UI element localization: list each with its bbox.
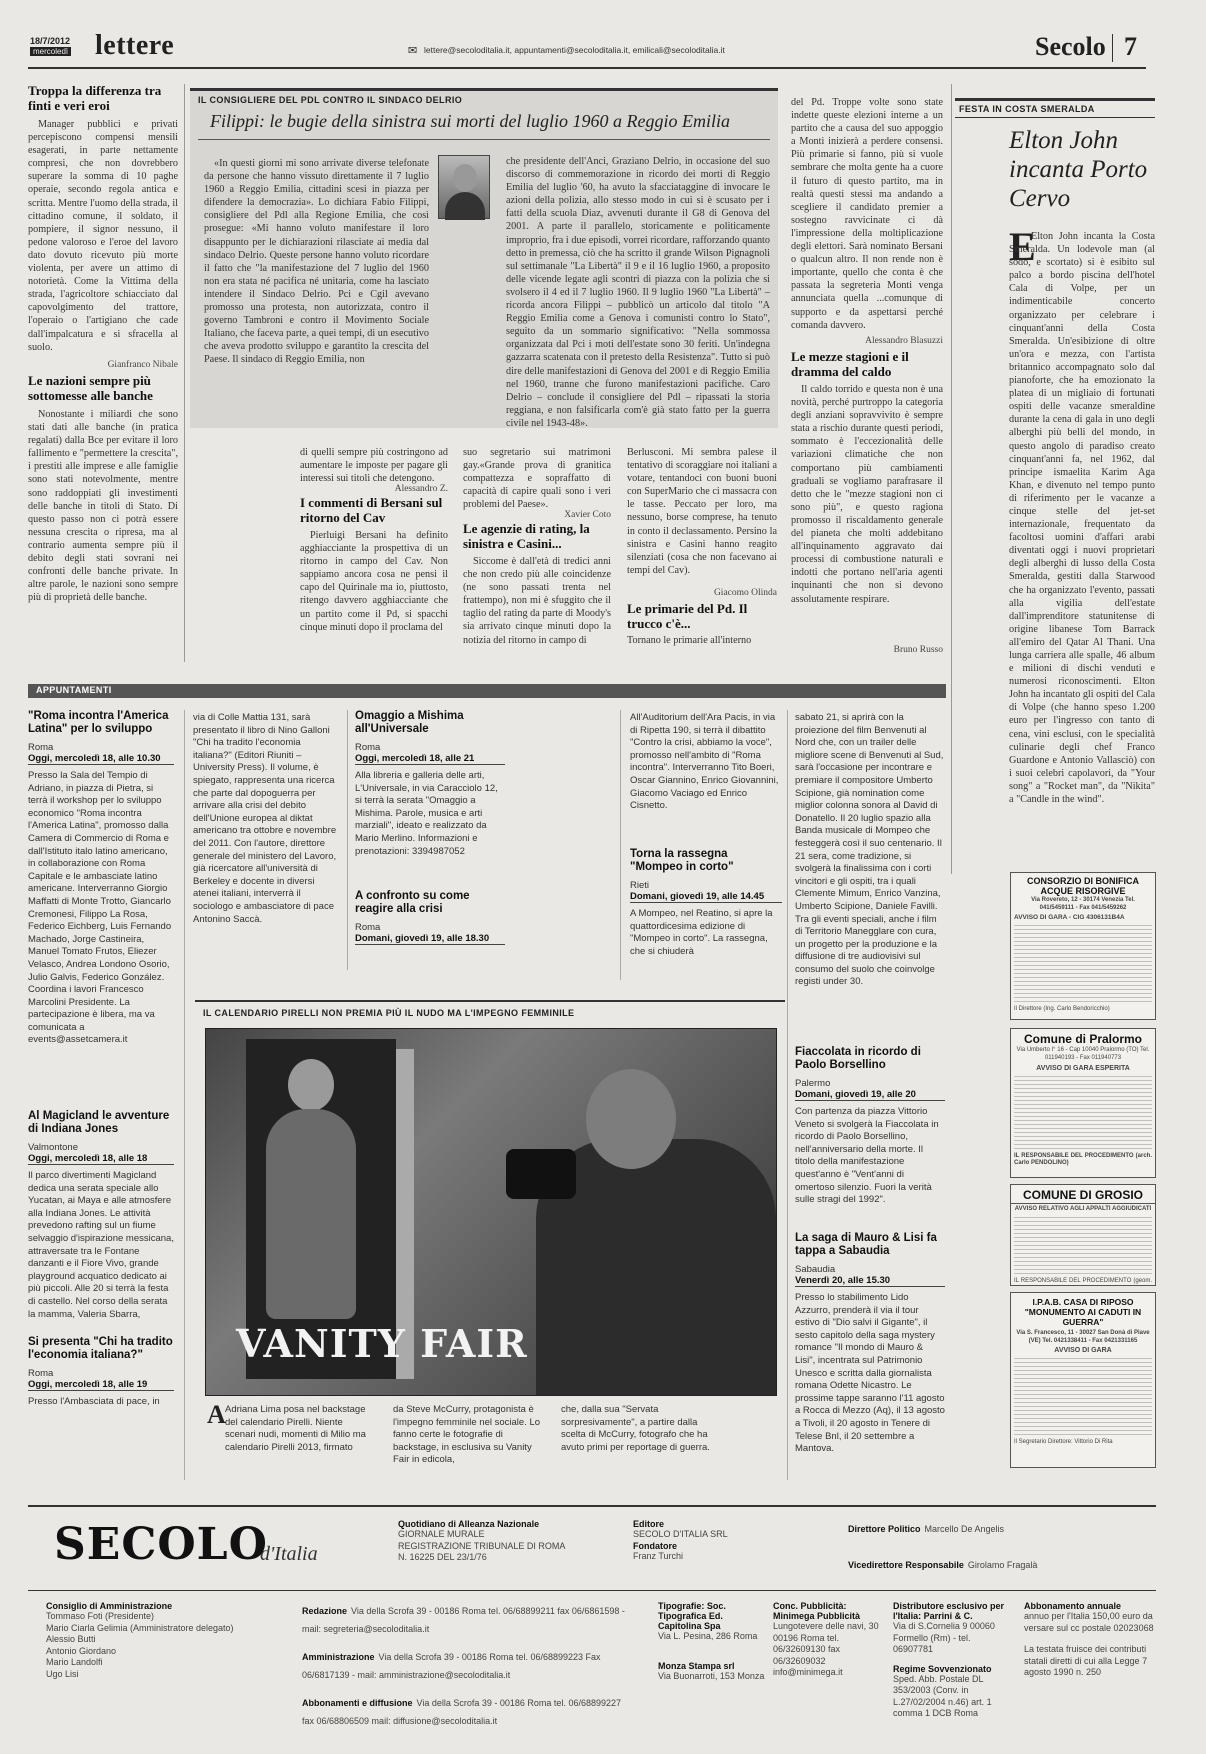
letter-headline: Le agenzie di rating, la sinistra e Casini... (463, 521, 590, 551)
right-letters: del Pd. Troppe volte sono state indette queste elezioni interne a un partito che a causa del suo appoggio a Monti inizierà a perdere consensi. Più primarie si fanno, più si vuole sembrare che molta gente ha a cuore il futuro di questo partito, ma in realtà questi stessi ma andando a scegliere il candidato premier a sostegno ravvicinate ci dà l'impressione della moltiplicazione degli elettori. Sarà nominato Bersani o qualcun altro. Il non rende non è importante, quello che conta è che passata la segreteria Monti venga annunciata quella ...comunque di supporto e da aspettarsi perché comanda davvero. Alessandro Blasuzzi Le mezze stagioni e il dramma del caldo Il caldo torrido e questa non è una novità, perché purtroppo la categoria degli anziani sopravvivito è sempre stata a rischio durante questi periodi, sommato è l'eccezionalità delle variazioni climatiche che non comportano più cambiamenti graduali se vogliamo parafrasare il detto che le "mezze stagioni non ci sono più", e questo ragiona promosso il riscaldamento generale del pianeta che molti addebitano all'inquinamento aggravato dai processi di combustione naturali e indotti che portano nell'aria agenti inquinanti che non si devono assolutamente respirare. Bruno Russo (791, 97, 943, 655)
event-title: Omaggio a Mishima all'Universale (355, 710, 464, 735)
caption-dropcap: A (207, 1400, 226, 1429)
page-number: 7 (1124, 32, 1137, 61)
event-title: Si presenta "Chi ha tradito l'economia italiana?" (28, 1336, 173, 1361)
header-weekday: mercoledì (30, 47, 71, 56)
elton-article (955, 98, 1155, 868)
event-date: Oggi, mercoledì 18, alle 10.30 (28, 753, 174, 765)
letter-headline: Troppa la differenza tra finti e veri eroi (28, 83, 162, 113)
letter-body: Manager pubblici e privati percepiscono compensi mensili esagerati, in parte nettamente compresi, che non dovrebbero superare la somma di 10 paghe operaie, secondo regola antica e scritta. Mentre l'uomo della strada, il cittadino comune, il soldato, il pompiere, il signor nessuno, il pedone valoroso e l'eroe del lavoro dato dovuto ricevuto più morte violenta, per avere un attimo di notorietà. Come la Vittima della strada, l'agricoltore schiacciato dal capovolgimento del trattore, l'operaio o l'artigiano che cade dall'impalcatura e si sfracella al suolo. (28, 119, 178, 353)
letter-headline: Le mezze stagioni e il dramma del caldo (791, 349, 909, 379)
event-date: Oggi, mercoledì 18, alle 18 (28, 1153, 174, 1165)
feature-title: Filippi: le bugie della sinistra sui morti del luglio 1960 a Reggio Emilia (210, 111, 730, 131)
letter-signature: Giacomo Olinda (713, 588, 777, 598)
vanity-fair-logo: VANITY FAIR (236, 1321, 528, 1366)
secolo-logo: SECOLO (54, 1519, 268, 1570)
letter-signature: Xavier Coto (564, 510, 611, 520)
pirelli-caption-1: Adriana Lima posa nel backstage del calendario Pirelli. Niente scenari nudi, momenti di Milio ma calendario Pirelli 2013, firmato (225, 1404, 366, 1453)
pirelli-kicker: IL CALENDARIO PIRELLI NON PREMIA PIÙ IL NUDO MA L'IMPEGNO FEMMINILE (203, 1008, 575, 1018)
ad-consorzio: CONSORZIO DI BONIFICA ACQUE RISORGIVE Via Rovereto, 12 - 30174 Venezia Tel. 041/5459111 - Fax 041/5459262 AVVISO DI GARA - CIG 4306131B4A Il Direttore (Ing. Carlo Bendoricchio) (1010, 872, 1156, 1020)
feature-portrait (438, 155, 490, 219)
event-title: Torna la rassegna "Mompeo in corto" (630, 848, 734, 873)
letter-body: Nonostante i miliardi che sono stati dati alle banche (in pratica regalati) dalla Bce per evitare il loro fallimento e "permettere la crescita", i prestiti alle imprese e alle famiglie sono stati notevolmente, mentre sono raddoppiati gli investimenti delle banche in titoli di Stato. Di questo passo non ci potrà essere nessuna crescita o ripresa, ma al contrario aumenta sempre più il debito degli stati sovrani nei confronti delle banche private. In altre parole, le nazioni sono sempre più di proprietà delle banche. (28, 409, 178, 604)
pirelli-photo (205, 1028, 777, 1396)
feature-col2: che presidente dell'Anci, Graziano Delrio, in occasione del suo discorso di commemorazione in ricordo dei morti di Reggio Emilia del luglio '60, ha avuto la sfacciataggine di invocare le azioni della polizia, allo stesso modo in cui si è scusato per i fatti della scuola Diaz, avvenuti durante il G8 di Genova del 2001. A parte il parallelo, storicamente e politicamente improprio, fra i due episodi, vorrei ricordare, rafforzando quanto detto in premessa, ciò che ha scritto il grande Wilson Pignagnoli sul settimanale "La Libertà" il 9 e il 16 luglio 1960, a proposito delle vicende legate agli scontri di piazza con la polizia che si svolsero il 4 ed il 7 luglio 1960. Il 9 luglio 1960 "La Libertà" – ricorda ancora Filippi – pubblicò un articolo dal titolo "A Reggio Emilia come a Genova i comunisti contro lo Stato", seguito da un sommario significativo: "Nella sommossa organizzata dal Pci i moti dell'estate sono 30 feriti. Un'indegna gazzarra scatenata con il pretesto della Resistenza". Tutto si può dire delle manifestazioni di Genova del 2001 e di Reggio Emilia nel 1960, tranne che furono manifestazioni pacifiche. Caro Delrio – conclude il consigliere del Pdl – ripassati la storia reggiana, e non falsificarla com'è già stato fatto per la guerra civile nel 1943-48». (506, 156, 770, 427)
ad-grosio: COMUNE DI GROSIO AVVISO RELATIVO AGLI APPALTI AGGIUDICATI IL RESPONSABILE DEL PROCEDIMENTO (geom. (1010, 1184, 1156, 1286)
elton-kicker: FESTA IN COSTA SMERALDA (959, 104, 1095, 114)
left-letters (28, 84, 178, 662)
feature-kicker: IL CONSIGLIERE DEL PDL CONTRO IL SINDACO DELRIO (198, 95, 463, 105)
appuntamenti-col4: All'Auditorium dell'Ara Pacis, in via di Ripetta 190, si terrà il dibattito "Contro la crisi, abbiamo la voce", promosso nell'ambito di "Roma incontra". Interverranno Tito Boeri, Oscar Giannino, Enrico Giovannini, Giacomo Vaciago ed Enrico Cisnetto. Torna la rassegna "Mompeo in corto" Rieti Domani, giovedì 19, alle 14.45 A Mompeo, nel Reatino, si apre la quattordicesima edizione di "Mompeo in corto". La rassegna, che si chiuderà (630, 712, 782, 980)
letter-headline: Le primarie del Pd. Il trucco c'è... (627, 601, 748, 631)
event-title: A confronto su come reagire alla crisi (355, 890, 470, 915)
appuntamenti-col5: sabato 21, si aprirà con la proiezione del film Benvenuti al Nord che, con un trailer delle migliore scene di Benvenuti al Sud, sarà l'occasione per incontrare e premiare il compositore Umberto Scipione, già nomination come miglior colonna sonora al David di Donatello. Il 20 luglio spazio alla Banda musicale di Mompeo che festeggerà così il suo centenario. Il 21 sera, come tradizione, si svolgerà la finalissima con i corti vincitori e gli ospiti, tra i quali Clemente Mimum, Enrico Vanzina, Umberto Scipione, Daniele Favilli. Tra gli eventi speciali, anche i film di Territorio Manegglare con cura, un progetto per la produzione e la diffusione di tre audiovisivi sul consumo del suolo che coinvolge registi under 30. Fiaccolata in ricordo di Paolo Borsellino Palermo Domani, giovedì 19, alle 20 Con partenza da piazza Vittorio Veneto si svolgerà la Fiaccolata in ricordo di Paolo Borsellino, nell'anniversario della morte. Il titolo della manifestazione quest'anno è "Vent'anni di omertoso silenzio. Fuori la verità sulle stragi del 1992". La saga di Mauro & Lisi fa tappa a Sabaudia Sabaudia Venerdì 20, alle 15.30 Presso lo stabilimento Lido Azzurro, prenderà il via il tour estivo di "Dio salvi il Gigante", il sesto capitolo della saga mystery romance "Il mondo di Mauro & Lisi", incentrata sul Patrimonio Unesco e scritta dalla giornalista romana Odette Nicastro. Le prossime tappe saranno l'11 agosto a Rocca di Mezzo (Aq), il 13 agosto a Tivoli, il 20 agosto in Tenere di Telese Bnl, il 20 settembre a Mantova. (795, 712, 945, 1455)
appuntamenti-bar: APPUNTAMENTI (28, 684, 946, 698)
appuntamenti-col3: Omaggio a Mishima all'Universale Roma Oggi, mercoledì 18, alle 21 Alla libreria e galleria delle arti, L'Universale, in via Caracciolo 12, si terrà la serata "Omaggio a Mishima. Parole, musica e arti marziali", ideato e realizzato da Mario Merlino. Informazioni e prenotazioni: 3394987052 A confronto su come reagire alla crisi Roma Domani, giovedì 19, alle 18.30 (355, 710, 505, 970)
pirelli-section (195, 1000, 785, 1480)
pirelli-caption-3: che, dalla sua "Servata sorpresivamente", a partire dalla scelta di McCurry, fotografo che ha avuto primi per reportage di guerra. (561, 1404, 710, 1453)
ad-pralormo: Comune di Pralormo Via Umberto I° 16 - Cap 10040 Pralormo (TO) Tel. 011940193 - Fax 011940773 AVVISO DI GARA ESPERITA IL RESPONSABILE DEL PROCEDIMENTO (arch. Carlo PENDOLINO) (1010, 1028, 1156, 1178)
mid-letters-3: Berlusconi. Mi sembra palese il tentativo di scoraggiare noi italiani a votare, tentandoci con buoni buoni con SuperMario che ci massacra con le tasse. Peccato per loro, ma nessuno, borse comprese, ha tenuto in conto il declassamento. Persino la sinistra e Casini hanno reagito silenziati (cosa che non facevano ai tempi del Cav). Giacomo Olinda Le primarie del Pd. Il trucco c'è... Tornano le primarie all'interno (627, 447, 777, 646)
header-date: 18/7/2012 (30, 36, 71, 46)
feature-box (190, 88, 778, 428)
masthead-footer: SECOLO d'Italia Quotidiano di Alleanza Nazionale GIORNALE MURALE REGISTRAZIONE TRIBUNALE DI ROMA N. 16225 DEL 23/1/76 Editore SECOLO D'ITALIA SRL Fondatore Franz Turchi Direttore Politico Marcello De Angelis Vicedirettore Responsabile Girolamo Fragalà Consiglio di Amministrazione Tommaso Foti (Presidente) Mario Ciarla Gelimia (Amministratore delegato) Alessio Butti Antonio Giordano Mario Landolfi Ugo Lisi Redazione Via della Scrofa 39 - 00186 Roma tel. 06/68899211 fax 06/6861598 - mail: segreteria@secoloditalia.it Amministrazione Via della Scrofa 39 - 00186 Roma tel. 06/68899223 Fax 06/6817139 - mail: amministrazione@secoloditalia.it Abbonamenti e diffusione Via della Scrofa 39 - 00186 Roma tel. 06/68899227 fax 06/68806509 mail: diffusione@secoloditalia.it Tipografie: Soc. Tipografica Ed. Capitolina Spa Via L. Pesina, 286 Roma Monza Stampa srl Via Buonarroti, 153 Monza Conc. Pubblicità: Minimega Pubblicità Lungotevere delle navi, 30 00196 Roma tel. 06/32609130 fax 06/32609032 info@minimega.it Distributore esclusivo per l'Italia: Parrini & C. Via di S.Cornelia 9 00060 Formello (Rm) - tel. 06907781 Regime Sovvenzionato Sped. Abb. Postale DL 353/2003 (Conv. in L.27/02/2004 n.46) art. 1 comma 1 DCB Roma Abbonamento annuale annuo per l'Italia 150,00 euro da versare sul cc postale 02023068 La testata fruisce dei contributi statali diretti di cui alla Legge 7 agosto 1990 n. 250 (28, 1505, 1156, 1735)
letter-body: Pierluigi Bersani ha definito agghiacciante la prospettiva di un ritorno in campo del Cav. Non sappiamo ancora cosa ne pensi il capo del Quirinale ma io, piuttosto, ritengo davvero agghiacciante che un partito come il Pd, si spacchi cinque minuti dopo il proclama del (300, 530, 448, 633)
header-email-icon: ✉ (408, 45, 418, 57)
letter-signature: Alessandro Blasuzzi (865, 336, 943, 346)
letter-signature: Alessandro Z. (394, 484, 448, 494)
header-emails[interactable]: lettere@secoloditalia.it, appuntamenti@secoloditalia.it, emilicali@secoloditalia.it (424, 45, 725, 55)
elton-title: Elton John incanta Porto Cervo (1009, 127, 1148, 212)
page-header (0, 30, 1206, 70)
event-date: Oggi, mercoledì 18, alle 19 (28, 1379, 174, 1391)
appuntamenti-col1: "Roma incontra l'America Latina" per lo sviluppo Roma Oggi, mercoledì 18, alle 10.30 Presso la Sala del Tempio di Adriano, in piazza di Pietra, si terrà il workshop per lo sviluppo economico "Roma incontra l'America Latina", promosso dalla Camera di Commercio di Roma e dall'Istituto italo latino americano, in collaborazione con Roma Capitale e le ambasciate latino americane. Interverranno Giorgio Maffatti di Monte Trotto, Giancarlo Cremonesi, Filippo La Rosa, Federico Eichberg, Luis Fernando Machado, Jorge Castineira, Manuel Tomato Frutos, Eliezer Velasco, Andrea Londono Osorio, Julio Galvis, Federico González. Coordina i lavori Francesco Marcolini Presidente. La partecipazione è libera, ma va comunicata a events@assetcamera.it Al Magicland le avventure di Indiana Jones Valmontone Oggi, mercoledì 18, alle 18 Il parco divertimenti Magicland dedica una serata speciale allo Yucatan, ai Maya e alle atmosfere alla Indiana Jones. Le attività prevedono rafting sul un fiume selvaggio d'ispirazione messicana, attraversate tra le Fontane danzanti e il Fiore Vivo, grande playground acquatico dedicato ai più piccoli. Alle 20 si terrà la festa di castello. Nel corso della serata la mamma, Valeria Sbarra, Si presenta "Chi ha tradito l'economia italiana?" Roma Oggi, mercoledì 18, alle 19 Presso l'Ambasciata di pace, in (28, 710, 174, 1407)
elton-dropcap: E (1009, 224, 1036, 269)
letter-body: Siccome è dall'età di tredici anni che non credo più alle coincidenze (ne sono passati trenta nel frattempo), non mi è sfuggito che il taglio del rating da parte di Moody's sia arrivato cinque minuti dopo la notizia del ritorno in campo di (463, 556, 611, 646)
mid-letters-2: suo segretario sui matrimoni gay.«Grande prova di granitica compattezza e sopraffatto di capacità di capire quali sono i veri problemi del Paese». Xavier Coto Le agenzie di rating, la sinistra e Casini... Siccome è dall'età di tredici anni che non credo più alle coincidenze (ne sono passati trenta nel frattempo), non mi è sfuggito che il taglio del rating da parte di Moody's sia arrivato cinque minuti dopo la notizia del ritorno in campo di (463, 446, 611, 661)
event-date: Venerdì 20, alle 15.30 (795, 1275, 945, 1287)
elton-body: Elton John incanta la Costa Smeralda. Un lodevole man (al sodo, e scortato) si è esibito sul palco a bordo piscina dell'hotel Cala di Volpe, per un indimenticabile concerto organizzato per celebrare i cinquant'anni della Costa Smeralda. Un'esibizione di oltre un'ora e mezza, con l'artista britannico accompagnato solo dal pianoforte, che ha emozionato la platea di un migliaio di fortunati ospiti delle vacanze smeraldine durante la cena di gala in uno degli alberghi più belli del mondo, in questo angolo di paradiso creato cinquant'anni fa, nel 1962, dal principe ismaelita Karim Aga Khan, e divenuto nel tempo punto di riferimento per le vacanze a cinque stelle del jet-set internazionale, frequentato da facoltosi uomini d'affari arabi diventati oggi i nuovi proprietari degli alberghi di lusso della Costa Smeralda, gestiti dalla Starwood che ha organizzato l'evento, passati alla vigilia dell'estate dall'imprenditore statunitense di origine libanese Tom Barrack all'emiro del Qatar Al Thani. Una lunga carriera alle spalle, 46 album e milioni di dischi venduti e numerosi riconoscimenti. Elton John ha incantato gli ospiti del Cala di Volpe (che hanno speso 1.200 euro per l'ingresso con tanto di cena, vini esclusi, con le specialità culinarie degli chef Franco Guardone e Antonio Vallasciò) con i suoi celebri capolavori, da "Your song" a "Rocket man", da "Nikita" a "Candle in the wind". (1009, 231, 1155, 806)
event-title: La saga di Mauro & Lisi fa tappa a Sabaudia (795, 1232, 937, 1257)
letter-headline: Le nazioni sempre più sottomesse alle banche (28, 373, 153, 403)
event-date: Domani, giovedì 19, alle 18.30 (355, 933, 505, 945)
secolo-logo-script: d'Italia (260, 1543, 318, 1565)
event-date: Domani, giovedì 19, alle 20 (795, 1089, 945, 1101)
letter-signature: Bruno Russo (893, 645, 943, 655)
pirelli-caption-2: da Steve McCurry, protagonista è l'impegno femminile nel sociale. Lo fanno certe le fotografie di backstage, in esclusiva su Vanity Fair in edicola, (393, 1404, 541, 1466)
appuntamenti-col2: via di Colle Mattia 131, sarà presentato il libro di Nino Galloni "Chi ha tradito l'economia italiana?" (Editori Riuniti – University Press). Il volume, è spiegato, rappresenta una ricerca che parte dal dopoguerra per arrivare alla crisi del debito dell'Unione europea al diktat americano tra ottobre e novembre del 2011. Con l'autore, direttore generale del ministero del Lavoro, già ricercatore all'università di Berkeley e docente in diversi atenei italiani, interverrà il sociologo e ambasciatore di pace Antonino Saccà. (193, 712, 337, 925)
event-title: Fiaccolata in ricordo di Paolo Borsellino (795, 1046, 921, 1071)
header-brand: Secolo (1035, 32, 1106, 61)
feature-col1: «In questi giorni mi sono arrivate diverse telefonate da persone che hanno vissuto direttamente il 7 luglio 1960 a Reggio Emilia, cittadini scesi in piazza per difendere la democrazia». Lo dichiara Fabio Filippi, consigliere del Pdl alla Regione Emilia, che così prosegue: «Mi hanno voluto manifestare il loro disappunto per le dichiarazioni rilasciate ai media dal sindaco Delrio. Queste persone hanno voluto ricordare il fatto che "la manifestazione del 7 luglio del 1960 non era stata né pacifica né unitaria, come ha lasciato intendere il Sindaco Delrio. Pci e Cgil avevano promosso una protesta, non autorizzata, contro il governo Tambroni e contro il Movimento Sociale Italiano, che faceva parte, a quei tempi, di un esecutivo che aveva prodotto sviluppo e garantito la crescita del Paese. Il sindaco di Reggio Emilia, non (204, 158, 429, 366)
letter-headline: I commenti di Bersani sul ritorno del Cav (300, 495, 443, 525)
event-title: Al Magicland le avventure di Indiana Jones (28, 1110, 170, 1135)
event-date: Oggi, mercoledì 18, alle 21 (355, 753, 505, 765)
letter-signature: Gianfranco Nibale (107, 360, 178, 370)
event-title: "Roma incontra l'America Latina" per lo sviluppo (28, 710, 169, 735)
section-title: lettere (95, 30, 175, 61)
ad-ipab: I.P.A.B. CASA DI RIPOSO "MONUMENTO AI CADUTI IN GUERRA" Via S. Francesco, 11 - 30027 San Donà di Piave (VE) Tel. 0421338411 - Fax 0421331165 AVVISO DI GARA Il Segretario Direttore: Vittorio Di Rita (1010, 1292, 1156, 1468)
event-date: Domani, giovedì 19, alle 14.45 (630, 891, 782, 903)
letter-body: Il caldo torrido e questa non è una novità, perché purtroppo la categoria degli anziani sopravvivito è sempre stata a rischio durante questi periodi, sommato è l'eccezionalità delle variazioni climatiche che non comportano più cambiamenti graduali se vogliamo parafrasare il detto che le "mezze stagioni non ci sono più", e questo ragiona promosso il riscaldamento generale del pianeta che molti addebitano all'inquinamento aggravato dai processi di combustione naturali e indotti che portano nell'aria agenti inquinanti che non si devono assolutamente respirare. (791, 384, 943, 605)
mid-letters-1: di quelli sempre più costringono ad aumentare le imposte per pagare gli interessi sui titoli che detengono. Alessandro Z. I commenti di Bersani sul ritorno del Cav Pierluigi Bersani ha definito agghiacciante la prospettiva di un ritorno in campo del Cav. Non sappiamo ancora cosa ne pensi il capo del Quirinale ma io, piuttosto, ritengo davvero agghiacciante che un partito come il Pd, si spacchi cinque minuti dopo il proclama del (300, 446, 448, 661)
